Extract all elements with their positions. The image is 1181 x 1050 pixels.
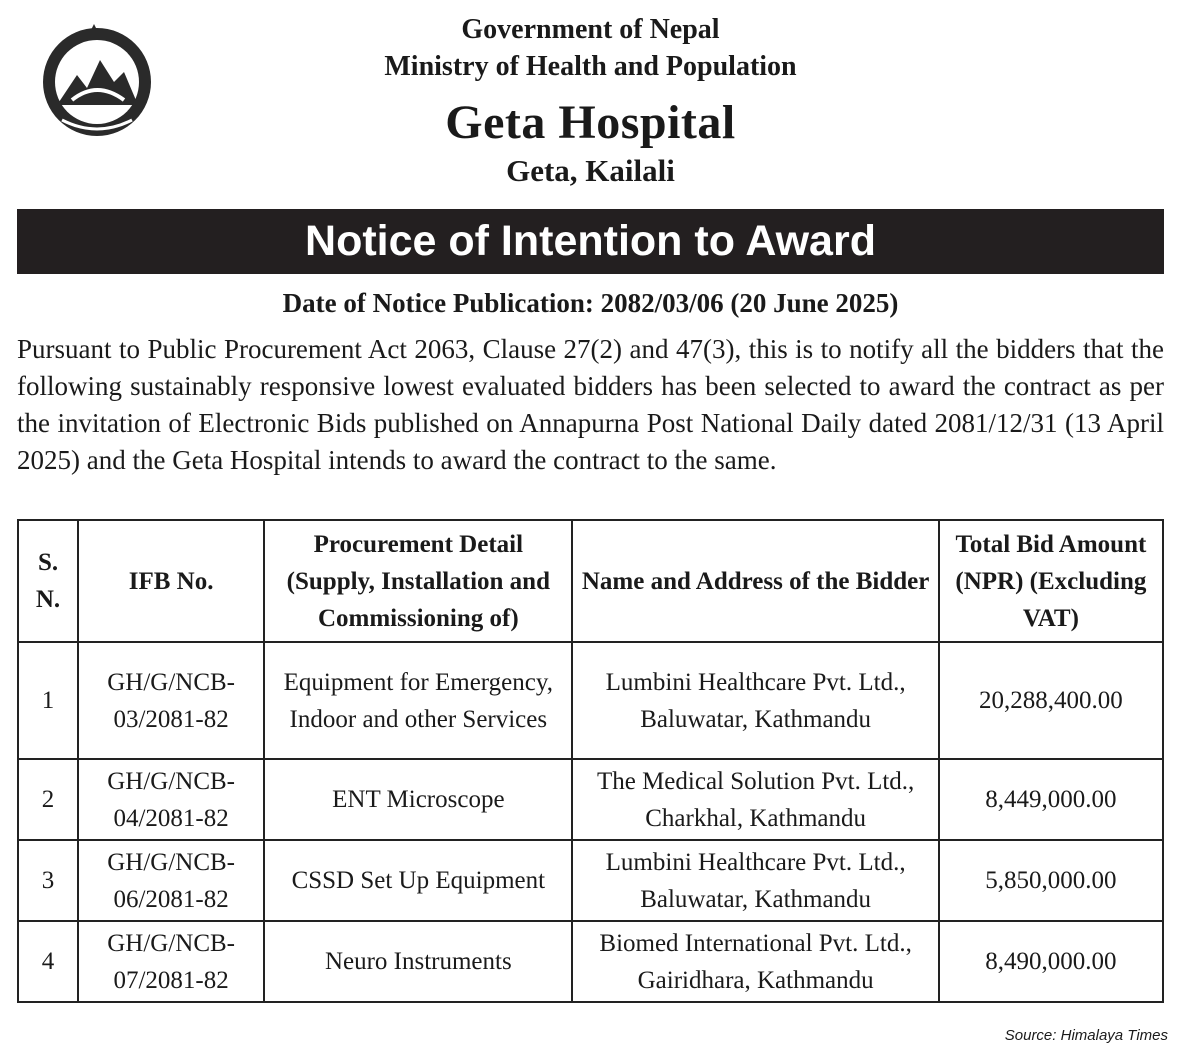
cell-amount: 20,288,400.00 bbox=[939, 642, 1163, 759]
table-row bbox=[18, 840, 1163, 921]
cell-amount: 5,850,000.00 bbox=[939, 840, 1163, 921]
notice-title-banner: Notice of Intention to Award bbox=[17, 209, 1164, 274]
cell-ifb: GH/G/NCB-04/2081-82 bbox=[78, 759, 264, 840]
table-row bbox=[18, 921, 1163, 1002]
cell-sn: 4 bbox=[18, 921, 78, 1002]
source-credit: Source: Himalaya Times bbox=[1004, 1027, 1168, 1044]
cell-detail: Neuro Instruments bbox=[264, 921, 572, 1002]
header-amount: Total Bid Amount (NPR) (Excluding VAT) bbox=[939, 520, 1163, 642]
header-detail: Procurement Detail (Supply, Installation and Commissioning of) bbox=[264, 520, 572, 642]
table-row bbox=[18, 759, 1163, 840]
cell-sn: 3 bbox=[18, 840, 78, 921]
cell-bidder: Lumbini Healthcare Pvt. Ltd., Baluwatar, Kathmandu bbox=[572, 642, 938, 759]
award-table bbox=[17, 519, 1164, 1003]
ministry-name: Ministry of Health and Population bbox=[384, 51, 797, 82]
cell-bidder: The Medical Solution Pvt. Ltd., Charkhal, Kathmandu bbox=[572, 759, 938, 840]
cell-bidder: Lumbini Healthcare Pvt. Ltd., Baluwatar, Kathmandu bbox=[572, 840, 938, 921]
cell-bidder: Biomed International Pvt. Ltd., Gairidhara, Kathmandu bbox=[572, 921, 938, 1002]
government-name: Government of Nepal bbox=[461, 14, 720, 45]
cell-amount: 8,449,000.00 bbox=[939, 759, 1163, 840]
table-header-row bbox=[18, 520, 1163, 642]
hospital-location: Geta, Kailali bbox=[506, 153, 675, 188]
table-row bbox=[18, 642, 1163, 759]
cell-sn: 1 bbox=[18, 642, 78, 759]
notice-body: Pursuant to Public Procurement Act 2063, Clause 27(2) and 47(3), this is to notify all the bidders that the following sustainably responsive lowest evaluated bidders has been selected to award the contract as per the invitation of Electronic Bids published on Annapurna Post National Daily dated 2081/12/31 (13 April 2025) and the Geta Hospital intends to award the contract to the same. bbox=[17, 334, 1164, 475]
cell-ifb: GH/G/NCB-03/2081-82 bbox=[78, 642, 264, 759]
header-sn: S. N. bbox=[18, 520, 78, 642]
header-ifb: IFB No. bbox=[78, 520, 264, 642]
hospital-name: Geta Hospital bbox=[445, 96, 736, 149]
cell-sn: 2 bbox=[18, 759, 78, 840]
cell-detail: ENT Microscope bbox=[264, 759, 572, 840]
cell-detail: Equipment for Emergency, Indoor and other Services bbox=[264, 642, 572, 759]
publication-date: Date of Notice Publication: 2082/03/06 (20 June 2025) bbox=[282, 288, 899, 318]
cell-ifb: GH/G/NCB-06/2081-82 bbox=[78, 840, 264, 921]
cell-detail: CSSD Set Up Equipment bbox=[264, 840, 572, 921]
header-bidder: Name and Address of the Bidder bbox=[572, 520, 938, 642]
cell-amount: 8,490,000.00 bbox=[939, 921, 1163, 1002]
cell-ifb: GH/G/NCB-07/2081-82 bbox=[78, 921, 264, 1002]
